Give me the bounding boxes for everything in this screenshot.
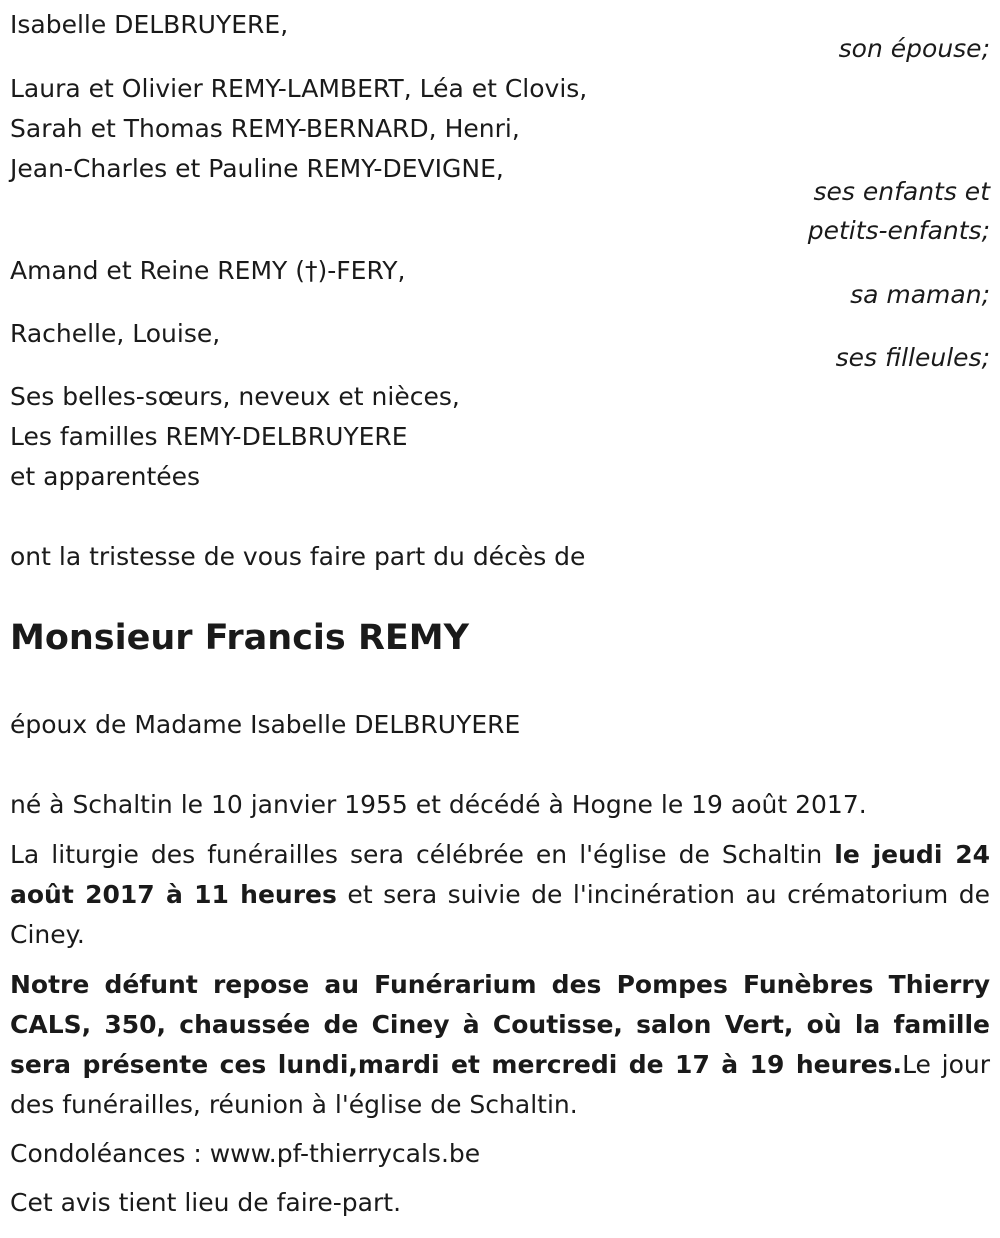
children-role-line-1: ses enfants et — [813, 177, 990, 206]
liturgy-text-after: et sera suivie de l'incinération au crématorium de Ciney. — [10, 880, 990, 949]
repose-paragraph — [10, 965, 990, 1125]
extended-line-2: Les familles REMY-DELBRUYERE — [10, 422, 408, 451]
spouse-role: son épouse; — [838, 34, 990, 63]
children-role-line-2: petits-enfants; — [807, 216, 990, 245]
goddaughters-role: ses filleules; — [835, 343, 990, 372]
mother-role: sa maman; — [850, 280, 990, 309]
repose-bold-text: Notre défunt repose au Funérarium des Pompes Funèbres Thierry CALS, 350, chaussée de Ciney à Coutisse, salon Vert, où la famille sera présente ces lundi,mardi et mercredi de 17 à 19 heures. — [10, 970, 990, 1079]
extended-line-3: et apparentées — [10, 462, 201, 491]
extended-line-1: Ses belles-sœurs, neveux et nièces, — [10, 382, 460, 411]
liturgy-text-before: La liturgie des funérailles sera célébrée en l'église de Schaltin — [10, 840, 835, 869]
children-line-1: Laura et Olivier REMY-LAMBERT, Léa et Clovis, — [10, 74, 588, 103]
spouse-name: Isabelle DELBRUYERE, — [10, 10, 289, 39]
children-line-2: Sarah et Thomas REMY-BERNARD, Henri, — [10, 114, 520, 143]
repose-normal-text: Le jour des funérailles, réunion à l'église de Schaltin. — [10, 1050, 990, 1119]
liturgy-date: le jeudi 24 août 2017 à 11 heures — [10, 840, 990, 909]
children-line-3: Jean-Charles et Pauline REMY-DEVIGNE, — [10, 154, 504, 183]
mother-name: Amand et Reine REMY (†)-FERY, — [10, 256, 406, 285]
condolences-text: Condoléances : www.pf-thierrycals.be — [10, 1139, 481, 1168]
birth-death-text: né à Schaltin le 10 janvier 1955 et décédé à Hogne le 19 août 2017. — [10, 790, 867, 819]
deceased-name: Monsieur Francis REMY — [10, 618, 469, 658]
closing-text: Cet avis tient lieu de faire-part. — [10, 1188, 402, 1217]
announcement-text: ont la tristesse de vous faire part du décès de — [10, 542, 586, 571]
spouse-of-text: époux de Madame Isabelle DELBRUYERE — [10, 710, 521, 739]
liturgy-paragraph — [10, 835, 990, 955]
goddaughters-names: Rachelle, Louise, — [10, 319, 221, 348]
